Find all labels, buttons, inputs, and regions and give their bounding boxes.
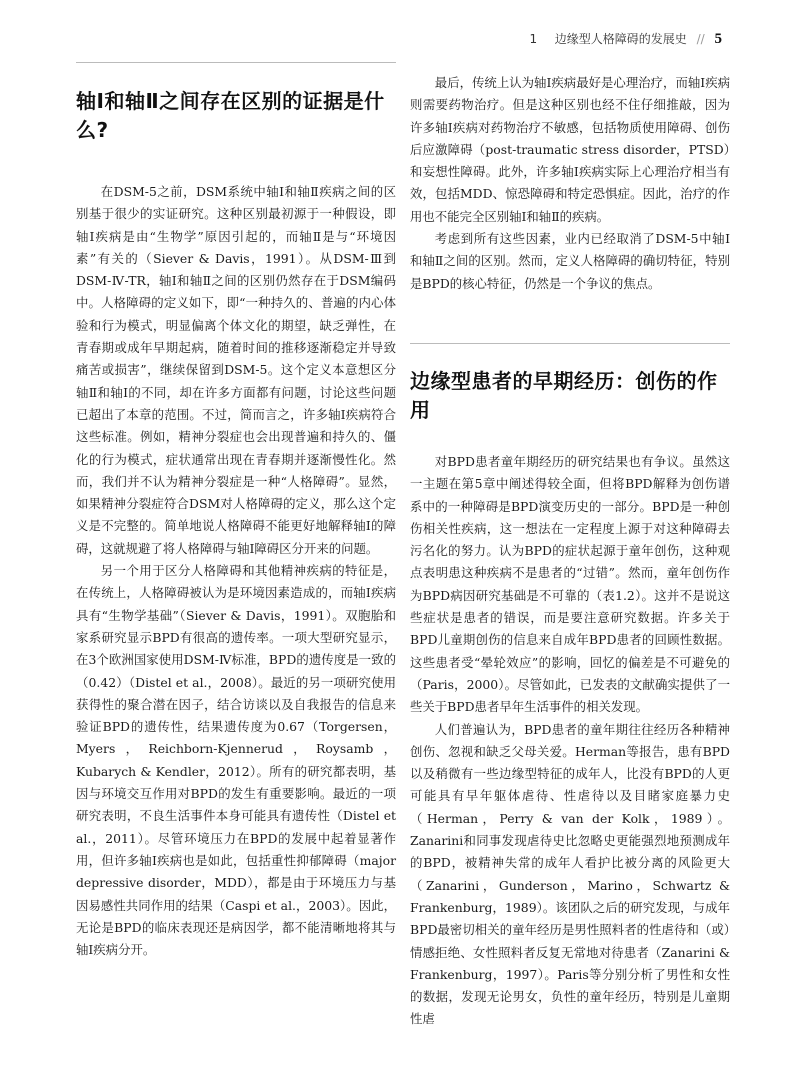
body-paragraph: 最后，传统上认为轴Ⅰ疾病最好是心理治疗，而轴Ⅰ疾病则需要药物治疗。但是这种区别也经不住仔细推敲，因为许多轴Ⅰ疾病对药物治疗不敏感，包括物质使用障碍、创伤后应激障碍（post-traumatic stress disorder，PTSD）和妄想性障碍。此外，许多轴Ⅰ疾病实际上心理治疗相当有效，包括MDD、惊恐障碍和特定恐惧症。因此，治疗的作用也不能完全区别轴Ⅰ和轴Ⅱ的疾病。	[410, 75, 730, 224]
header-separator: //	[696, 32, 705, 46]
body-paragraph: 对BPD患者童年期经历的研究结果也有争议。虽然这一主题在第5章中阐述得较全面，但将BPD解释为创伤谱系中的一种障碍是BPD演变历史的一部分。BPD是一种创伤相关性疾病，这一想法在一定程度上源于对这种障碍去污名化的努力。认为BPD的症状起源于童年创伤，这种观点表明患这种疾病不是患者的“过错”。然而，童年创伤作为BPD病因研究基础是不可靠的（表1.2）。这并不是说这些症状是患者的错误，而是要注意研究数据。许多关于BPD儿童期创伤的信息来自成年BPD患者的回顾性数据。这些患者受“晕轮效应”的影响，回忆的偏差是不可避免的（Paris，2000）。尽管如此，已发表的文献确实提供了一些关于BPD患者早年生活事件的相关发现。	[410, 454, 730, 715]
chapter-number: 1	[529, 32, 538, 46]
right-section-rule	[410, 343, 730, 344]
page-number: 5	[714, 31, 722, 47]
left-top-rule	[76, 62, 396, 63]
right-column-bottom	[410, 367, 730, 1031]
body-paragraph: 考虑到所有这些因素，业内已经取消了DSM-5中轴Ⅰ和轴Ⅱ之间的区别。然而，定义人格障碍的确切特征，特别是BPD的核心特征，仍然是一个争议的焦点。	[410, 231, 730, 291]
running-header	[529, 30, 722, 48]
right-column-top	[410, 72, 730, 295]
left-column	[76, 87, 396, 961]
body-paragraph: 在DSM-5之前，DSM系统中轴Ⅰ和轴Ⅱ疾病之间的区别基于很少的实证研究。这种区别最初源于一种假设，即轴Ⅰ疾病是由“生物学”原因引起的，而轴Ⅱ是与“环境因素”有关的（Siever & Davis，1991）。从DSM-Ⅲ到DSM-Ⅳ-TR，轴Ⅰ和轴Ⅱ之间的区别仍然存在于DSM编码中。人格障碍的定义如下，即“一种持久的、普遍的内心体验和行为模式，明显偏离个体文化的期望，缺乏弹性，在青春期或成年早期起病，随着时间的推移逐渐稳定并导致痛苦或损害”，继续保留到DSM-5。这个定义本意想区分轴Ⅱ和轴Ⅰ的不同，却在许多方面都有问题，讨论这些问题已超出了本章的范围。不过，简而言之，许多轴Ⅰ疾病符合这些标准。例如，精神分裂症也会出现普遍和持久的、僵化的行为模式，症状通常出现在青春期并逐渐慢性化。然而，我们并不认为精神分裂症是一种“人格障碍”。显然，如果精神分裂症符合DSM对人格障碍的定义，那么这个定义是不完整的。简单地说人格障碍不能更好地解释轴Ⅰ的障碍，这就规避了将人格障碍与轴Ⅰ障碍区分开来的问题。	[76, 184, 396, 556]
body-paragraph: 人们普遍认为，BPD患者的童年期往往经历各种精神创伤、忽视和缺乏父母关爱。Herman等报告，患有BPD以及稍微有一些边缘型特征的成年人，比没有BPD的人更可能具有早年躯体虐待、性虐待以及目睹家庭暴力史（Herman，Perry & van der Kolk，1989）。Zanarini和同事发现虐待史比忽略史更能强烈地预测成年的BPD，被精神失常的成年人看护比被分离的风险更大（Zanarini，Gunderson，Marino，Schwartz & Frankenburg，1989）。该团队之后的研究发现，与成年BPD最密切相关的童年经历是男性照料者的性虐待和（或）情感拒绝、女性照料者反复无常地对待患者（Zanarini & Frankenburg，1997）。Paris等分别分析了男性和女性的数据，发现无论男女，负性的童年经历，特别是儿童期性虐	[410, 721, 730, 1027]
section-heading-trauma: 边缘型患者的早期经历：创伤的作用	[410, 369, 718, 422]
chapter-title: 边缘型人格障碍的发展史	[554, 32, 687, 46]
body-paragraph: 另一个用于区分人格障碍和其他精神疾病的特征是，在传统上，人格障碍被认为是环境因素造成的，而轴Ⅰ疾病具有“生物学基础”（Siever & Davis，1991）。双胞胎和家系研究显示BPD有很高的遗传率。一项大型研究显示，在3个欧洲国家使用DSM-Ⅳ标准，BPD的遗传度是一致的（0.42）（Distel et al.，2008）。最近的另一项研究使用获得性的聚合潜在因子，结合访谈以及自我报告的信息来验证BPD的遗传性，结果遗传度为0.67（Torgersen，Myers，Reichborn-Kjennerud，Roysamb，Kubarych & Kendler，2012）。所有的研究都表明，基因与环境交互作用对BPD的发生有重要影响。最近的一项研究表明，不良生活事件本身可能具有遗传性（Distel et al.，2011）。尽管环境压力在BPD的发展中起着显著作用，但许多轴Ⅰ疾病也是如此，包括重性抑郁障碍（major depressive disorder，MDD），都是由于环境压力与基因易感性共同作用的结果（Caspi et al.，2003）。因此，无论是BPD的临床表现还是病因学，都不能清晰地将其与轴Ⅰ疾病分开。	[76, 563, 396, 958]
section-heading-axis: 轴Ⅰ和轴Ⅱ之间存在区别的证据是什么?	[76, 89, 385, 142]
